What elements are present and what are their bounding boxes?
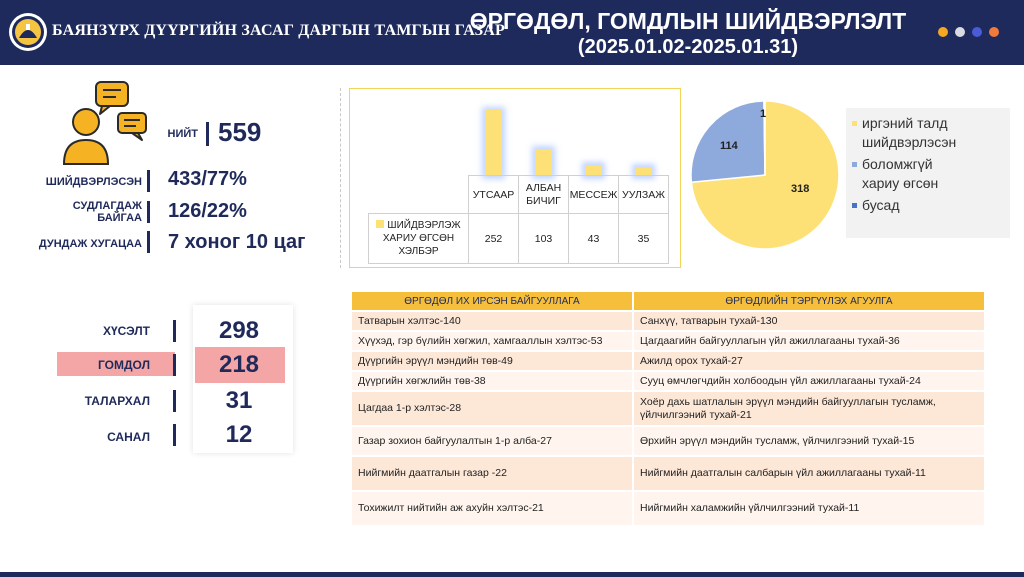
table-row — [352, 457, 984, 490]
org-cell: Тохижилт нийтийн аж ахуйн хэлтэс-21 — [352, 492, 632, 525]
org-cell: Газар зохион байгуулалтын 1-р алба-27 — [352, 427, 632, 455]
person-chat-icon — [58, 80, 158, 166]
category-official-letter-line-2: БИЧИГ — [526, 194, 561, 207]
table-corner — [369, 176, 469, 214]
pie-legend — [846, 108, 1010, 238]
category-label — [469, 176, 519, 214]
dot-coral — [989, 27, 999, 37]
column-header-topics: ӨРГӨДЛИЙН ТЭРГҮҮЛЭХ АГУУЛГА — [634, 292, 984, 310]
complaint-divider — [173, 354, 176, 376]
org-cell: Дүүргийн эрүүл мэндийн төв-49 — [352, 352, 632, 370]
complaint-value: 218 — [218, 351, 260, 378]
footer-bar — [0, 572, 1024, 577]
column-header-organizations: ӨРГӨДӨЛ ИХ ИРСЭН БАЙГУУЛЛАГА — [352, 292, 632, 310]
topic-cell: Хоёр дахь шатлалын эрүүл мэндийн байгууллагын тусламж, үйлчилгээний тухай-21 — [634, 392, 984, 425]
data-label: 103 — [519, 214, 569, 264]
legend-swatch — [852, 121, 857, 126]
category-message: МЕССЕЖ — [569, 188, 618, 201]
total-label: НИЙТ — [167, 128, 198, 140]
legend-item-3-line-1: бусад — [862, 197, 900, 213]
org-cell: Цагдаа 1-р хэлтэс-28 — [352, 392, 632, 425]
complaint-label: ГОМДОЛ — [98, 358, 150, 372]
table-row — [352, 372, 984, 390]
data-label: 252 — [469, 214, 519, 264]
topic-cell: Нийгмийн даатгалын салбарын үйл ажиллагааны тухай-11 — [634, 457, 984, 490]
category-meeting: УУЛЗАЖ — [622, 188, 665, 201]
table-row — [352, 352, 984, 370]
request-divider — [173, 320, 176, 342]
legend-item-2-line-2: хариу өгсөн — [862, 175, 939, 191]
pending-label-line-2: БАЙГАА — [97, 212, 142, 224]
topic-cell: Санхүү, татварын тухай-130 — [634, 312, 984, 330]
org-name: БАЯНЗҮРХ ДҮҮРГИЙН ЗАСАГ ДАРГЫН ТАМГЫН ГАЗАР — [52, 22, 506, 39]
request-label: ХҮСЭЛТ — [102, 324, 150, 338]
legend-item — [852, 155, 1004, 193]
org-cell: Нийгмийн даатгалын газар -22 — [352, 457, 632, 490]
topic-cell: Сууц өмчлөгчдийн холбоодын үйл ажиллагааны тухай-24 — [634, 372, 984, 390]
category-label — [519, 176, 569, 214]
thanks-label: ТАЛАРХАЛ — [84, 394, 150, 408]
table-row — [352, 427, 984, 455]
category-phone: УТСААР — [472, 188, 515, 201]
data-label: 43 — [569, 214, 619, 264]
title-line-1: ӨРГӨДӨЛ, ГОМДЛЫН ШИЙДВЭРЛЭЛТ — [469, 8, 907, 34]
pending-divider — [147, 201, 150, 223]
suggestion-value: 12 — [225, 421, 253, 448]
pie-chart — [690, 100, 840, 250]
pending-label — [20, 200, 142, 224]
chart-separator — [340, 88, 341, 268]
suggestion-divider — [173, 424, 176, 446]
table-row — [352, 332, 984, 350]
topic-cell: Ажилд орох тухай-27 — [634, 352, 984, 370]
bar-chart-data-table — [368, 175, 669, 264]
page-title — [468, 8, 908, 59]
table-row — [352, 492, 984, 525]
table-row — [352, 312, 984, 330]
series-label-line-2: ХАРИУ ӨГСӨН — [382, 233, 455, 244]
pending-label-line-1: СУДЛАГДАЖ — [72, 200, 142, 212]
legend-item — [852, 196, 1004, 215]
topic-cell: Нийгмийн халамжийн үйлчилгээний тухай-11 — [634, 492, 984, 525]
total-value: 559 — [218, 117, 262, 147]
org-cell: Хүүхэд, гэр бүлийн хөгжил, хамгааллын хэлтэс-53 — [352, 332, 632, 350]
topic-cell: Цагдаагийн байгууллагын үйл ажиллагааны тухай-36 — [634, 332, 984, 350]
pie-value-label: 114 — [720, 140, 738, 152]
series-label-line-3: ХЭЛБЭР — [398, 246, 439, 257]
category-label — [569, 176, 619, 214]
resolved-divider — [147, 170, 150, 192]
dot-gray — [955, 27, 965, 37]
legend-item-1-line-2: шийдвэрлэсэн — [862, 134, 957, 150]
resolved-value: 433/77% — [168, 168, 247, 190]
pie-value-label: 318 — [791, 183, 810, 195]
avg-duration-divider — [147, 231, 150, 253]
legend-item-1-line-1: иргэний талд — [862, 115, 948, 131]
category-official-letter-line-1: АЛБАН — [525, 181, 562, 194]
thanks-value: 31 — [225, 387, 253, 414]
table-header-row — [352, 292, 984, 310]
series-legend — [369, 214, 469, 264]
avg-duration-value: 7 хоног 10 цаг — [168, 231, 306, 253]
pending-value: 126/22% — [168, 200, 247, 222]
emblem-icon — [8, 12, 48, 52]
series-label-line-1: ШИЙДВЭРЛЭЖ — [387, 220, 461, 231]
bar-2 — [535, 149, 552, 176]
org-cell: Татварын хэлтэс-140 — [352, 312, 632, 330]
data-label: 35 — [619, 214, 669, 264]
header-bar — [0, 0, 1024, 65]
suggestion-label: САНАЛ — [107, 430, 150, 444]
dot-blue — [972, 27, 982, 37]
total-divider — [206, 122, 209, 146]
legend-swatch — [852, 203, 857, 208]
topics-table — [350, 290, 986, 527]
dot-orange — [938, 27, 948, 37]
resolved-label: ШИЙДВЭРЛЭСЭН — [45, 176, 142, 188]
pie-value-label: 1 — [760, 108, 767, 120]
category-label — [619, 176, 669, 214]
topic-cell: Өрхийн эрүүл мэндийн тусламж, үйлчилгээний тухай-15 — [634, 427, 984, 455]
title-date-range: (2025.01.02-2025.01.31) — [577, 36, 799, 58]
legend-swatch — [852, 162, 857, 167]
legend-item — [852, 114, 1004, 152]
avg-duration-label: ДУНДАЖ ХУГАЦАА — [38, 238, 142, 250]
table-row — [352, 392, 984, 425]
bar-1 — [485, 110, 502, 176]
legend-item-2-line-1: боломжгүй — [862, 156, 933, 172]
legend-swatch — [376, 220, 384, 228]
decorative-dots — [938, 27, 999, 37]
request-value: 298 — [218, 317, 260, 344]
org-cell: Дүүргийн хөгжлийн төв-38 — [352, 372, 632, 390]
thanks-divider — [173, 390, 176, 412]
